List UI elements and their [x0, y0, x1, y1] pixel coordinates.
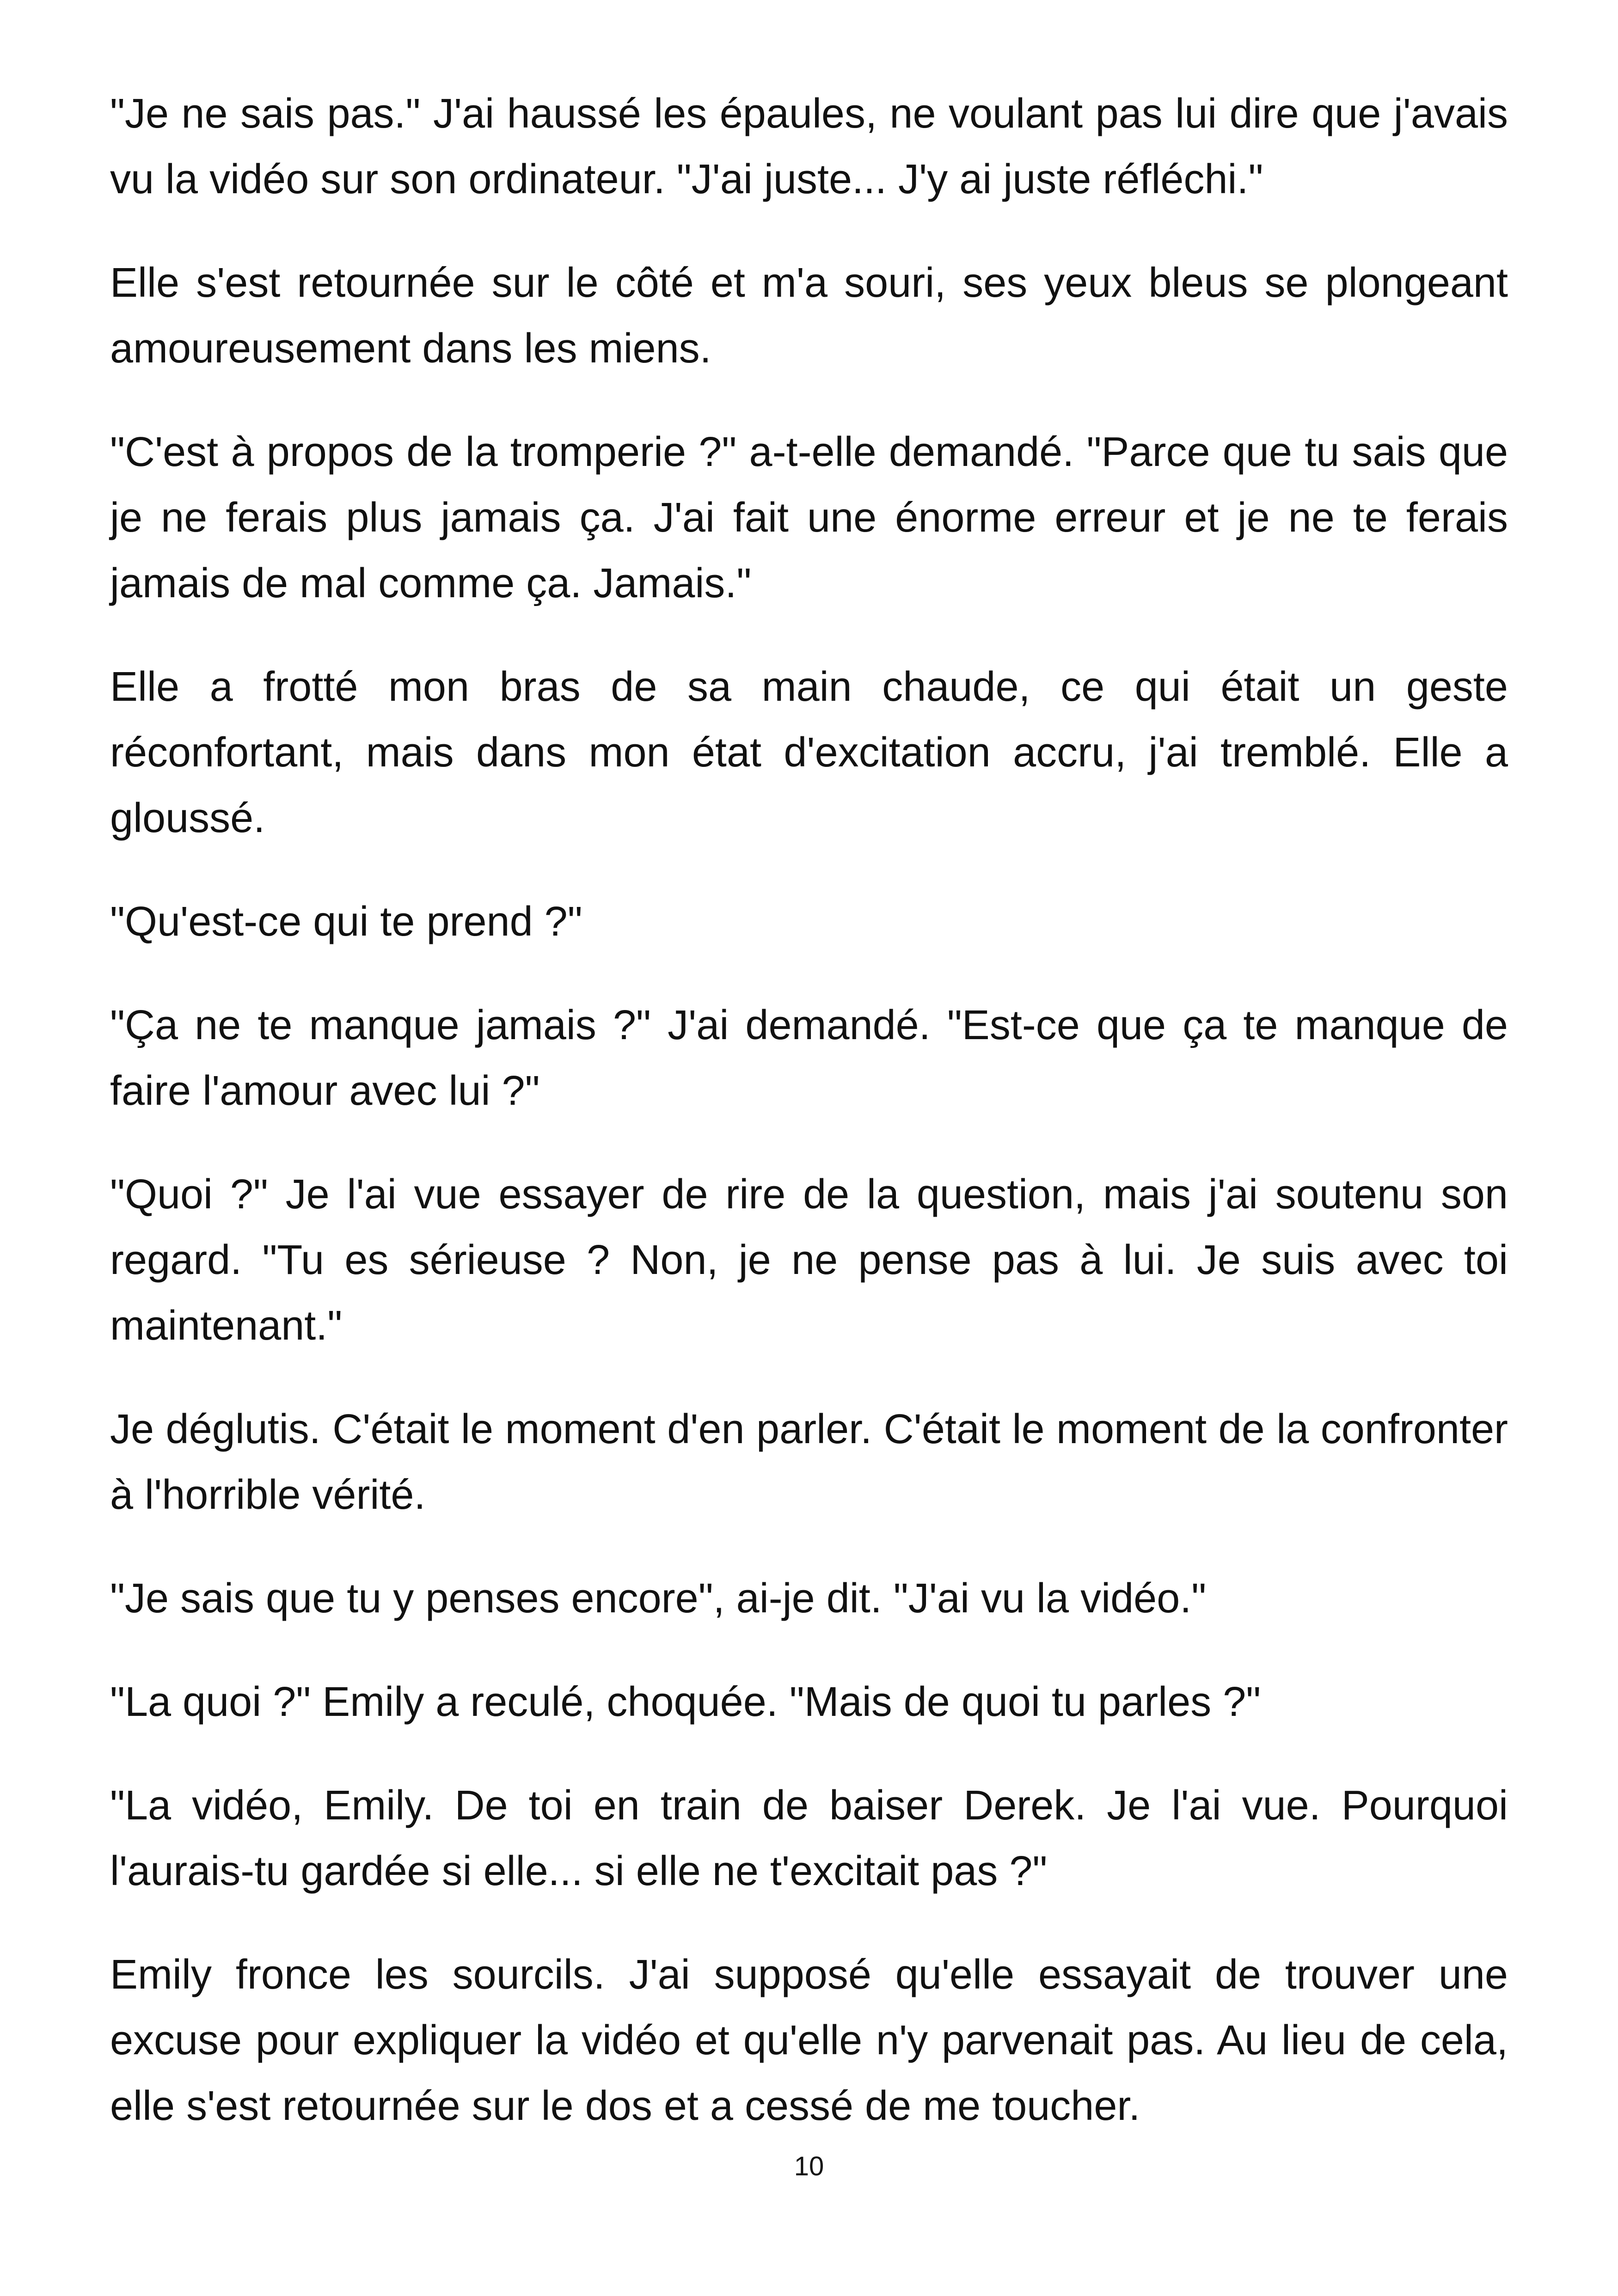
page-number: 10: [794, 2151, 824, 2181]
paragraph: Emily fronce les sourcils. J'ai supposé qu'elle essayait de trouver une excuse pour expliquer la vidéo et qu'elle n'y parvenait pas. Au lieu de cela, elle s'est retournée sur le dos et a cessé de me toucher.: [110, 1952, 1508, 2129]
paragraph: Elle s'est retournée sur le côté et m'a souri, ses yeux bleus se plongeant amoureusement dans les miens.: [110, 260, 1508, 372]
paragraph: Elle a frotté mon bras de sa main chaude, ce qui était un geste réconfortant, mais dans mon état d'excitation accru, j'ai tremblé. Elle a gloussé.: [110, 664, 1508, 841]
body-text: [110, 81, 1508, 2177]
paragraph: "Qu'est-ce qui te prend ?": [110, 899, 582, 945]
paragraph: "Quoi ?" Je l'ai vue essayer de rire de la question, mais j'ai soutenu son regard. "Tu es sérieuse ? Non, je ne pense pas à lui. Je suis avec toi maintenant.": [110, 1171, 1508, 1349]
paragraph: "La quoi ?" Emily a reculé, choquée. "Mais de quoi tu parles ?": [110, 1679, 1261, 1725]
paragraph: "La vidéo, Emily. De toi en train de baiser Derek. Je l'ai vue. Pourquoi l'aurais-tu gardée si elle... si elle ne t'excitait pas ?": [110, 1782, 1508, 1894]
paragraph: "C'est à propos de la tromperie ?" a-t-elle demandé. "Parce que tu sais que je ne ferais plus jamais ça. J'ai fait une énorme erreur et je ne te ferais jamais de mal comme ça. Jamais.": [110, 429, 1508, 606]
paragraph: "Ça ne te manque jamais ?" J'ai demandé. "Est-ce que ça te manque de faire l'amour avec lui ?": [110, 1002, 1508, 1114]
paragraph: "Je ne sais pas." J'ai haussé les épaules, ne voulant pas lui dire que j'avais vu la vidéo sur son ordinateur. "J'ai juste... J'y ai juste réfléchi.": [110, 91, 1508, 202]
paragraph: Je déglutis. C'était le moment d'en parler. C'était le moment de la confronter à l'horrible vérité.: [110, 1406, 1508, 1518]
paragraph: "Je sais que tu y penses encore", ai-je dit. "J'ai vu la vidéo.": [110, 1575, 1207, 1622]
